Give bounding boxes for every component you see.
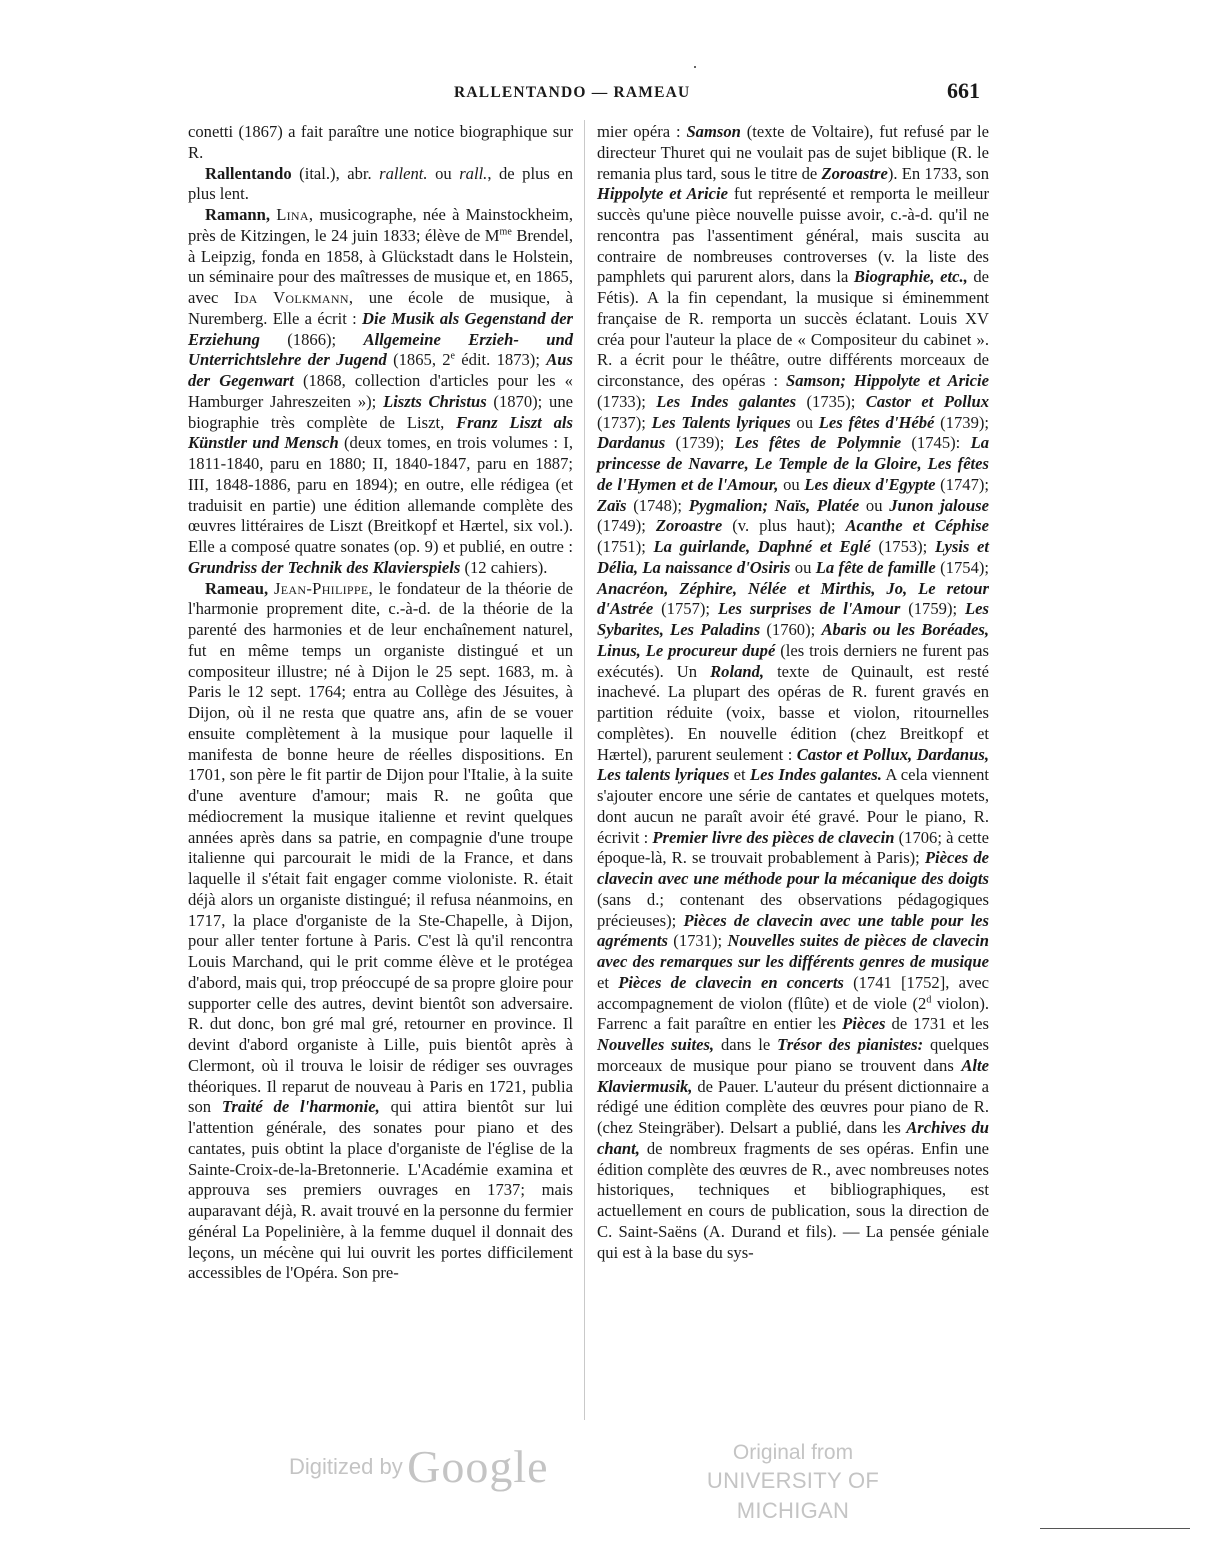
work-title: Samson; Hippolyte et Aricie	[785, 371, 989, 390]
person-name: Ida Volkmann,	[233, 288, 354, 307]
work-title: Dardanus	[597, 433, 666, 453]
work-title: Biographie, etc.,	[853, 267, 968, 287]
work-title: Les fêtes d'Hébé	[818, 412, 935, 432]
work-title: Hippolyte et Aricie	[597, 184, 728, 204]
work-title: La fête de famille	[815, 557, 936, 577]
original-from-watermark: Original from UNIVERSITY OF MICHIGAN	[668, 1440, 918, 1526]
work-title: Les Indes galantes	[656, 391, 797, 411]
work-title: Les Talents lyriques	[651, 412, 791, 432]
person-name: Lina,	[276, 205, 314, 224]
work-title: Pièces	[842, 1014, 886, 1034]
entry-rallentando: Rallentando (ital.), abr. rallent. ou rall., de plus en plus lent.	[188, 163, 573, 204]
work-title: Junon jalouse	[889, 495, 990, 515]
work-title: Allgemeine Erzieh- und Unterrichtslehre der Jugend	[188, 329, 573, 370]
work-title: Les Indes galantes.	[750, 765, 882, 785]
page-number: 661	[947, 78, 980, 103]
print-speck	[694, 66, 696, 68]
work-title: Les dieux d'Egypte	[804, 474, 936, 494]
scan-edge-rule	[1040, 1528, 1190, 1529]
headword: Rallentando	[205, 163, 292, 183]
google-wordmark: Google	[407, 1441, 549, 1492]
digitized-by-watermark: Digitized by Google	[289, 1441, 549, 1492]
work-title: Castor et Pollux, Dardanus, Les talents lyriques	[597, 744, 989, 785]
work-title: Pièces de clavecin avec une table pour les agréments	[597, 910, 989, 951]
work-title: Anacréon, Zéphire, Nélée et Mirthis, Jo, Le retour d'Astrée	[597, 578, 989, 619]
entry-rameau-continued: mier opéra : Samson (texte de Voltaire), fut refusé par le directeur Thuret qui ne voulait pas de sujet biblique (R. le remania plus tard, sous le titre de Zoroastre). En 1733, son Hippolyte et Aricie fut représenté et remporta le meilleur succès qu'une pièce nouvelle puisse avoir, c.-à-d. qu'il ne rencontra pas l'assentiment général, mais suscita au contraire de nombreuses controverses (v. la liste des pamphlets qui parurent alors, dans la Biographie, etc., de Fétis). A la fin cependant, la musique si éminemment française de R. remporta un succès éclatant. Louis XV créa pour l'auteur la place de « Compositeur du cabinet ». R. a écrit pour le théâtre, outre différents morceaux de circonstance, des opéras : Samson; Hippolyte et Aricie (1733); Les Indes galantes (1735); Castor et Pollux (1737); Les Talents lyriques ou Les fêtes d'Hébé (1739); Dardanus (1739); Les fêtes de Polymnie (1745): La princesse de Navarre, Le Temple de la Gloire, Les fêtes de l'Hymen et de l'Amour, ou Les dieux d'Egypte (1747); Zaïs (1748); Pygmalion; Naïs, Platée ou Junon jalouse (1749); Zoroastre (v. plus haut); Acanthe et Céphise (1751); La guirlande, Daphné et Eglé (1753); Lysis et Délia, La naissance d'Osiris ou La fête de famille (1754); Anacréon, Zéphire, Nélée et Mirthis, Jo, Le retour d'Astrée (1757); Les surprises de l'Amour (1759); Les Sybarites, Les Paladins (1760); Abaris ou les Boréades, Linus, Le procureur dupé (les trois derniers ne furent pas exécutés). Un Roland, texte de Quinault, est resté inachevé. La plupart des opéras de R. furent gravés en partition réduite (voix, basse et violon, ritournelles complètes). En nouvelle édition (chez Breitkopf et Hærtel), parurent seulement : Castor et Pollux, Dardanus, Les talents lyriques et Les Indes galantes. A cela viennent s'ajouter encore une série de cantates et quelques motets, dont aucun ne paraît avoir été gravé. Pour le piano, R. écrivit : Premier livre des pièces de clavecin (1706; à cette époque-là, R. se trouvait probablement à Paris); Pièces de clavecin avec une méthode pour la mécanique des doigts (sans d.; contenant des observations pédagogiques précieuses); Pièces de clavecin avec une table pour les agréments (1731); Nouvelles suites de pièces de clavecin avec des remarques sur les différents genres de musique et Pièces de clavecin en concerts (1741 [1752], avec accompagnement de violon (flûte) et de viole (2$^d$ violon). Farrenc a fait paraître en entier les Pièces de 1731 et les Nouvelles suites, dans le Trésor des pianistes: quelques morceaux de musique pour piano se trouvent dans Alte Klaviermusik, de Pauer. L'auteur du présent dictionnaire a rédigé une édition complète des œuvres pour piano de R. (chez Steingräber). Delsart a publié, dans les Archives du chant, de nombreux fragments de ses opéras. Enfin une édition complète des œuvres de R., avec nombreuses notes historiques, techniques et bibliographiques, est actuellement en cours de publication, sous la direction de C. Saint-Saëns (A. Durand et fils). — La pensée géniale qui est à la base du sys-	[597, 122, 990, 1262]
work-title: Grundriss der Technik des Klavierspiels	[188, 557, 461, 577]
work-title: Nouvelles suites de pièces de clavecin avec des remarques sur les différents genres de musique	[597, 931, 989, 971]
work-title: Premier livre des pièces de clavecin	[652, 827, 895, 847]
entry-continuation: conetti (1867) a fait paraître une notice biographique sur R.	[188, 122, 573, 162]
work-title: Trésor des pianistes:	[777, 1035, 924, 1054]
work-title: La guirlande, Daphné et Eglé	[653, 537, 871, 556]
work-title: Les surprises de l'Amour	[717, 599, 901, 619]
work-title: Archives du chant,	[597, 1118, 989, 1158]
work-title: Liszts Christus	[383, 391, 487, 411]
work-title: Die Musik als Gegenstand der Erziehung	[188, 308, 574, 349]
work-title: Les fêtes de Polymnie	[734, 433, 902, 453]
work-title: Franz Liszt als Künstler und Mensch	[188, 412, 574, 453]
work-title: Abaris ou les Boréades, Linus, Le procureur dupé	[597, 620, 989, 660]
work-title: Pièces de clavecin en concerts	[618, 972, 844, 992]
work-title: Zoroastre	[655, 516, 723, 536]
running-head: RALLENTANDO — RAMEAU	[454, 84, 691, 101]
work-title: Zaïs	[597, 495, 627, 515]
work-title: Zoroastre	[821, 163, 888, 183]
work-title: Nouvelles suites,	[597, 1035, 715, 1054]
column-divider	[584, 120, 585, 1420]
entry-rameau: Rameau, Jean-Philippe, le fondateur de la théorie de l'harmonie proprement dite, c.-à-d. de la théorie de la parenté des harmonies et de leur enchaînement naturel, fut en même temps un organiste distingué et un compositeur illustre; né à Dijon le 25 sept. 1683, m. à Paris le 12 sept. 1764; entra au Collège des Jésuites, à Dijon, où il ne resta que quatre ans, afin de se vouer ensuite complètement à la musique pour laquelle il manifesta de bonne heure de réelles dispositions. En 1701, son père le fit partir de Dijon pour l'Italie, à la suite d'une aventure d'amour; mais R. ne goûta que médiocrement la musique italienne et revint quelques années après dans sa patrie, en compagnie d'une troupe italienne qui parcourait le midi de la France, et dans laquelle il s'était fait engager comme violoniste. R. était déjà alors un organiste distingué; il refusa néanmoins, en 1717, la place d'organiste de la Ste-Chapelle, à Dijon, pour aller tenter fortune à Paris. C'est là qu'il rencontra Louis Marchand, qui le prit comme élève et le protégea d'abord, mais qui, trop préoccupé de sa propre gloire pour supporter celle des autres, devint bientôt son adversaire. R. dut donc, bon gré mal gré, retourner en province. Il devint d'abord organiste à Lille, puis bientôt après à Clermont, où il trouva le loisir de rédiger ses ouvrages théoriques. Il reparut de nouveau à Paris en 1721, publia son Traité de l'harmonie, qui attira bientôt sur lui l'attention générale, des sonates pour piano et des cantates, puis obtint la place d'organiste de l'église de la Sainte-Croix-de-la-Bretonnerie. L'Académie examina et approuva ses premiers ouvrages en 1737; mais auparavant déjà, R. avait trouvé en la personne du fermier général La Popelinière, à la femme duquel il donnait des leçons, un mécène qui lui ouvrit les portes difficilement accessibles de l'Opéra. Son pre-	[188, 578, 573, 1283]
work-title: Les Sybarites, Les Paladins	[597, 599, 989, 639]
work-title: Aus der Gegenwart	[188, 350, 573, 390]
institution-name: UNIVERSITY OF MICHIGAN	[706, 1468, 880, 1523]
work-title: Pygmalion; Naïs, Platée	[688, 495, 860, 515]
right-column	[597, 122, 989, 1263]
left-column	[188, 122, 573, 1284]
work-title: Traité de l'harmonie,	[221, 1097, 380, 1117]
work-title: Castor et Pollux	[865, 391, 989, 411]
work-title: Lysis et Délia, La naissance d'Osiris	[597, 537, 989, 577]
person-name: Jean-Philippe,	[274, 578, 373, 598]
work-title: Samson	[686, 122, 741, 141]
work-title: Acanthe et Céphise	[845, 516, 990, 536]
work-title: Pièces de clavecin avec une méthode pour la mécanique des doigts	[597, 848, 989, 888]
work-title: Alte Klaviermusik,	[597, 1055, 989, 1096]
headword: Ramann,	[205, 205, 271, 224]
entry-ramann: Ramann, Lina, musicographe, née à Mainstockheim, près de Kitzingen, le 24 juin 1833; élève de $M^{me}$ Brendel, à Leipzig, fonda en 1858, à Glückstadt dans le Holstein, un séminaire pour des maîtresses de musique et, en 1865, avec Ida Volkmann, une école de musique, à Nuremberg. Elle a écrit : Die Musik als Gegenstand der Erziehung (1866); Allgemeine Erzieh- und Unterrichtslehre der Jugend (1865, 2e édit. 1873); Aus der Gegenwart (1868, collection d'articles pour les « Hamburger Jahreszeiten »); Liszts Christus (1870); une biographie très complète de Liszt, Franz Liszt als Künstler und Mensch (deux tomes, en trois volumes : I, 1811-1840, paru en 1880; II, 1840-1847, paru en 1887; III, 1848-1886, paru en 1894); en outre, elle rédigea (et traduisit en partie) une édition allemande complète des œuvres littéraires de Liszt (Breitkopf et Hærtel, six vol.). Elle a composé quatre sonates (op. 9) et publié, en outre : Grundriss der Technik des Klavierspiels (12 cahiers).	[188, 205, 574, 577]
work-title: La princesse de Navarre, Le Temple de la Gloire, Les fêtes de l'Hymen et de l'Amour,	[597, 433, 989, 494]
work-title: Roland,	[710, 661, 765, 681]
headword: Rameau,	[205, 578, 269, 598]
